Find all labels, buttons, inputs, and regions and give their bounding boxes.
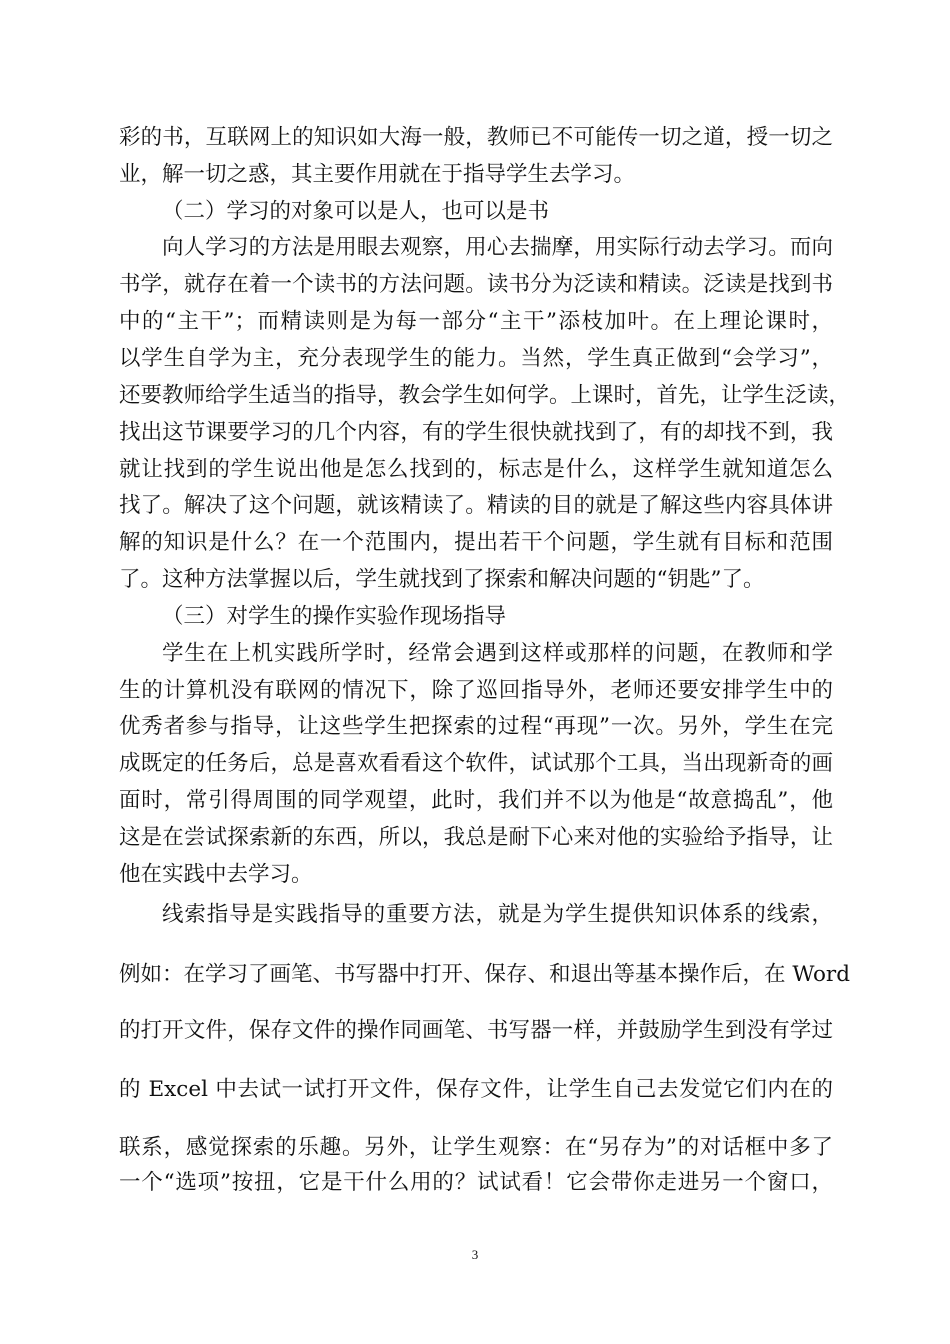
text-line: 的 Excel 中去试一试打开文件，保存文件，让学生自己去发觉它们内在的 (119, 1077, 833, 1102)
text-line: 一个“选项”按扭，它是干什么用的？试试看！它会带你走进另一个窗口， (119, 1170, 833, 1195)
text-line: 的打开文件，保存文件的操作同画笔、书写器一样，并鼓励学生到没有学过 (119, 1018, 833, 1043)
text-line: 优秀者参与指导，让这些学生把探索的过程“再现”一次。另外，学生在完 (119, 714, 833, 739)
text-line: 学生在上机实践所学时，经常会遇到这样或那样的问题，在教师和学 (162, 641, 833, 666)
text-line: 联系，感觉探索的乐趣。另外，让学生观察：在“另存为”的对话框中多了 (119, 1135, 833, 1160)
section-heading: （三）对学生的操作实验作现场指导 (162, 604, 507, 629)
text-line: 书学，就存在着一个读书的方法问题。读书分为泛读和精读。泛读是找到书 (119, 272, 833, 297)
page-number: 3 (471, 1247, 479, 1262)
text-line: 他在实践中去学习。 (119, 862, 313, 887)
text-line: 找出这节课要学习的几个内容，有的学生很快就找到了，有的却找不到，我 (119, 420, 833, 445)
text-line: 了。这种方法掌握以后，学生就找到了探索和解决问题的“钥匙”了。 (119, 567, 765, 592)
text-line: 就让找到的学生说出他是怎么找到的，标志是什么，这样学生就知道怎么 (119, 457, 833, 482)
text-line: 以学生自学为主，充分表现学生的能力。当然，学生真正做到“会学习”， (119, 346, 833, 371)
text-line: 找了。解决了这个问题，就该精读了。精读的目的就是了解这些内容具体讲 (119, 493, 833, 518)
text-line: 业，解一切之惑，其主要作用就在于指导学生去学习。 (119, 162, 636, 187)
text-line: 中的“主干”；而精读则是为每一部分“主干”添枝加叶。在上理论课时， (119, 309, 833, 334)
section-heading: （二）学习的对象可以是人，也可以是书 (162, 199, 550, 224)
text-line: 这是在尝试探索新的东西，所以，我总是耐下心来对他的实验给予指导，让 (119, 825, 833, 850)
text-line: 彩的书，互联网上的知识如大海一般，教师已不可能传一切之道，授一切之 (119, 125, 833, 150)
text-line: 还要教师给学生适当的指导，教会学生如何学。上课时，首先，让学生泛读， (119, 383, 851, 408)
text-line: 解的知识是什么？在一个范围内，提出若干个问题，学生就有目标和范围 (119, 530, 833, 555)
text-line: 生的计算机没有联网的情况下，除了巡回指导外，老师还要安排学生中的 (119, 678, 833, 703)
text-line: 面时，常引得周围的同学观望，此时，我们并不以为他是“故意捣乱”，他 (119, 788, 833, 813)
text-line: 成既定的任务后，总是喜欢看看这个软件，试试那个工具，当出现新奇的画 (119, 751, 833, 776)
text-line: 向人学习的方法是用眼去观察，用心去揣摩，用实际行动去学习。而向 (162, 235, 833, 260)
text-line: 线索指导是实践指导的重要方法，就是为学生提供知识体系的线索， (162, 902, 833, 927)
text-line: 例如：在学习了画笔、书写器中打开、保存、和退出等基本操作后，在 Word (119, 962, 850, 987)
